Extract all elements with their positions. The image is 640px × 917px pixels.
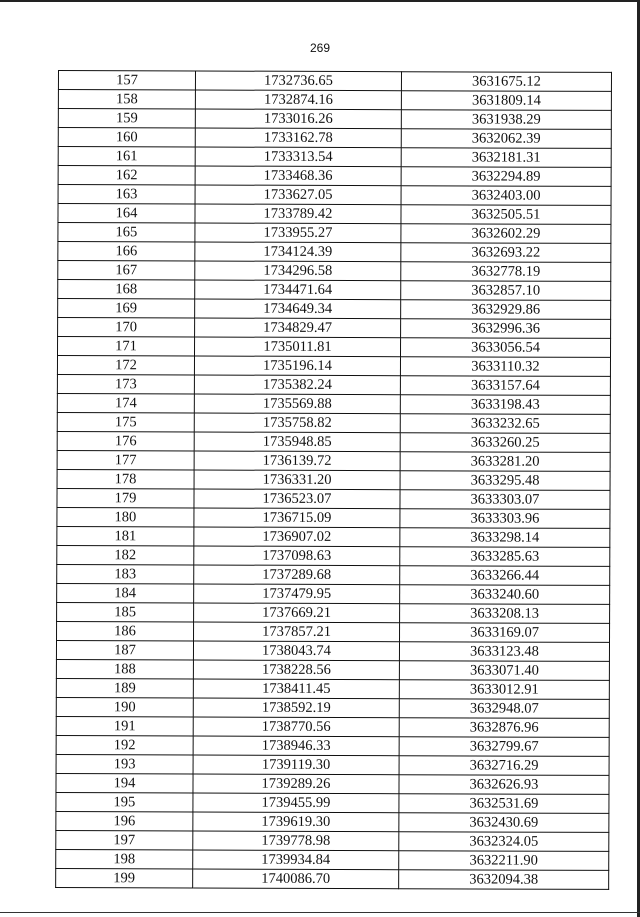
point-number-cell: 170: [58, 318, 195, 337]
point-number-cell: 162: [58, 166, 195, 185]
point-number-cell: 187: [56, 640, 193, 659]
y-coordinate-cell: 3632799.67: [399, 737, 609, 757]
x-coordinate-cell: 1738592.19: [193, 698, 399, 718]
table-row: [57, 602, 610, 623]
x-coordinate-cell: 1739289.26: [193, 774, 399, 794]
y-coordinate-cell: 3632324.05: [399, 832, 609, 852]
y-coordinate-cell: 3632181.31: [401, 148, 611, 168]
x-coordinate-cell: 1736907.02: [194, 527, 400, 547]
point-number-cell: 175: [57, 412, 194, 431]
x-coordinate-cell: 1733955.27: [195, 223, 401, 243]
x-coordinate-cell: 1734471.64: [195, 280, 401, 300]
point-number-cell: 174: [57, 393, 194, 412]
table-row: [58, 318, 611, 339]
x-coordinate-cell: 1739455.99: [193, 793, 399, 813]
x-coordinate-cell: 1736331.20: [194, 470, 400, 490]
table-row: [56, 754, 609, 775]
x-coordinate-cell: 1737857.21: [194, 622, 400, 642]
table-row: [57, 507, 610, 528]
y-coordinate-cell: 3632505.51: [401, 205, 611, 225]
point-number-cell: 159: [58, 109, 195, 128]
point-number-cell: 165: [58, 223, 195, 242]
y-coordinate-cell: 3632531.69: [399, 794, 609, 814]
y-coordinate-cell: 3633071.40: [399, 661, 609, 681]
x-coordinate-cell: 1733627.05: [195, 185, 401, 205]
point-number-cell: 164: [58, 204, 195, 223]
table-row: [56, 773, 609, 794]
x-coordinate-cell: 1734829.47: [195, 318, 401, 338]
table-row: [56, 678, 609, 699]
x-coordinate-cell: 1737479.95: [194, 584, 400, 604]
x-coordinate-cell: 1736715.09: [194, 508, 400, 528]
x-coordinate-cell: 1732736.65: [195, 71, 401, 91]
scan-edge-bottom: [0, 912, 640, 913]
point-number-cell: 180: [57, 507, 194, 526]
table-row: [56, 735, 609, 756]
y-coordinate-cell: 3633012.91: [399, 680, 609, 700]
y-coordinate-cell: 3632062.39: [401, 129, 611, 149]
y-coordinate-cell: 3633295.48: [400, 471, 610, 491]
y-coordinate-cell: 3632430.69: [399, 813, 609, 833]
point-number-cell: 172: [57, 356, 194, 375]
y-coordinate-cell: 3633198.43: [400, 395, 610, 415]
y-coordinate-cell: 3633303.96: [400, 509, 610, 529]
table-row: [57, 526, 610, 547]
table-row: [58, 337, 611, 358]
scan-edge-top: [0, 0, 640, 2]
table-row: [57, 431, 610, 452]
y-coordinate-cell: 3632211.90: [399, 851, 609, 871]
x-coordinate-cell: 1735569.88: [194, 394, 400, 414]
point-number-cell: 167: [58, 261, 195, 280]
y-coordinate-cell: 3633298.14: [400, 528, 610, 548]
table-row: [58, 299, 611, 320]
x-coordinate-cell: 1734649.34: [195, 299, 401, 319]
y-coordinate-cell: 3633303.07: [400, 490, 610, 510]
table-row: [56, 697, 609, 718]
x-coordinate-cell: 1739619.30: [193, 812, 399, 832]
table-row: [56, 868, 609, 889]
point-number-cell: 189: [56, 678, 193, 697]
point-number-cell: 178: [57, 469, 194, 488]
table-row: [58, 90, 611, 111]
y-coordinate-cell: 3633240.60: [400, 585, 610, 605]
point-number-cell: 194: [56, 773, 193, 792]
point-number-cell: 181: [57, 526, 194, 545]
table-row: [57, 564, 610, 585]
point-number-cell: 193: [56, 754, 193, 773]
x-coordinate-cell: 1733468.36: [195, 166, 401, 186]
y-coordinate-cell: 3631675.12: [401, 72, 611, 92]
table-row: [56, 849, 609, 870]
coordinate-table-body: [56, 71, 612, 890]
point-number-cell: 184: [57, 583, 194, 602]
y-coordinate-cell: 3633208.13: [400, 604, 610, 624]
table-row: [57, 374, 610, 395]
table-row: [56, 811, 609, 832]
point-number-cell: 186: [57, 621, 194, 640]
y-coordinate-cell: 3632948.07: [399, 699, 609, 719]
coordinate-table: [55, 70, 612, 890]
page-number: 269: [309, 41, 331, 55]
y-coordinate-cell: 3632929.86: [401, 300, 611, 320]
table-row: [57, 621, 610, 642]
x-coordinate-cell: 1738228.56: [193, 660, 399, 680]
table-row: [58, 280, 611, 301]
point-number-cell: 199: [56, 868, 193, 887]
point-number-cell: 195: [56, 792, 193, 811]
point-number-cell: 191: [56, 716, 193, 735]
x-coordinate-cell: 1734296.58: [195, 261, 401, 281]
y-coordinate-cell: 3633110.32: [400, 357, 610, 377]
point-number-cell: 183: [57, 564, 194, 583]
x-coordinate-cell: 1737289.68: [194, 565, 400, 585]
table-row: [56, 792, 609, 813]
table-row: [58, 223, 611, 244]
table-row: [56, 640, 609, 661]
x-coordinate-cell: 1733162.78: [195, 128, 401, 148]
table-row: [57, 393, 610, 414]
y-coordinate-cell: 3633157.64: [400, 376, 610, 396]
y-coordinate-cell: 3632876.96: [399, 718, 609, 738]
table-row: [56, 716, 609, 737]
point-number-cell: 166: [58, 242, 195, 261]
x-coordinate-cell: 1735948.85: [194, 432, 400, 452]
point-number-cell: 197: [56, 830, 193, 849]
point-number-cell: 171: [58, 337, 195, 356]
point-number-cell: 157: [58, 71, 195, 90]
x-coordinate-cell: 1738043.74: [193, 641, 399, 661]
y-coordinate-cell: 3633169.07: [400, 623, 610, 643]
y-coordinate-cell: 3633123.48: [399, 642, 609, 662]
x-coordinate-cell: 1733789.42: [195, 204, 401, 224]
table-row: [58, 185, 611, 206]
x-coordinate-cell: 1736139.72: [194, 451, 400, 471]
point-number-cell: 176: [57, 431, 194, 450]
table-row: [58, 261, 611, 282]
table-row: [58, 242, 611, 263]
table-row: [57, 545, 610, 566]
point-number-cell: 182: [57, 545, 194, 564]
y-coordinate-cell: 3632602.29: [401, 224, 611, 244]
table-row: [58, 147, 611, 168]
table-row: [58, 166, 611, 187]
x-coordinate-cell: 1740086.70: [193, 869, 399, 889]
point-number-cell: 177: [57, 450, 194, 469]
point-number-cell: 158: [58, 90, 195, 109]
point-number-cell: 161: [58, 147, 195, 166]
table-row: [56, 659, 609, 680]
table-row: [57, 450, 610, 471]
x-coordinate-cell: 1739934.84: [193, 850, 399, 870]
y-coordinate-cell: 3633232.65: [400, 414, 610, 434]
y-coordinate-cell: 3631938.29: [401, 110, 611, 130]
table-row: [57, 488, 610, 509]
y-coordinate-cell: 3633260.25: [400, 433, 610, 453]
y-coordinate-cell: 3633056.54: [401, 338, 611, 358]
x-coordinate-cell: 1735011.81: [195, 337, 401, 357]
table-row: [58, 109, 611, 130]
y-coordinate-cell: 3632716.29: [399, 756, 609, 776]
x-coordinate-cell: 1736523.07: [194, 489, 400, 509]
y-coordinate-cell: 3632294.89: [401, 167, 611, 187]
x-coordinate-cell: 1735196.14: [194, 356, 400, 376]
y-coordinate-cell: 3632693.22: [401, 243, 611, 263]
y-coordinate-cell: 3632857.10: [401, 281, 611, 301]
point-number-cell: 169: [58, 299, 195, 318]
point-number-cell: 185: [57, 602, 194, 621]
point-number-cell: 196: [56, 811, 193, 830]
table-row: [58, 71, 611, 92]
y-coordinate-cell: 3632996.36: [401, 319, 611, 339]
y-coordinate-cell: 3633266.44: [400, 566, 610, 586]
point-number-cell: 163: [58, 185, 195, 204]
point-number-cell: 179: [57, 488, 194, 507]
y-coordinate-cell: 3632094.38: [399, 870, 609, 890]
point-number-cell: 168: [58, 280, 195, 299]
x-coordinate-cell: 1737098.63: [194, 546, 400, 566]
table-row: [58, 128, 611, 149]
x-coordinate-cell: 1737669.21: [194, 603, 400, 623]
y-coordinate-cell: 3632626.93: [399, 775, 609, 795]
y-coordinate-cell: 3632778.19: [401, 262, 611, 282]
point-number-cell: 173: [57, 374, 194, 393]
x-coordinate-cell: 1733016.26: [195, 109, 401, 129]
x-coordinate-cell: 1739778.98: [193, 831, 399, 851]
table-row: [58, 204, 611, 225]
x-coordinate-cell: 1733313.54: [195, 147, 401, 167]
point-number-cell: 198: [56, 849, 193, 868]
y-coordinate-cell: 3632403.00: [401, 186, 611, 206]
y-coordinate-cell: 3633281.20: [400, 452, 610, 472]
point-number-cell: 188: [56, 659, 193, 678]
y-coordinate-cell: 3633285.63: [400, 547, 610, 567]
point-number-cell: 192: [56, 735, 193, 754]
point-number-cell: 190: [56, 697, 193, 716]
y-coordinate-cell: 3631809.14: [401, 91, 611, 111]
table-row: [57, 412, 610, 433]
x-coordinate-cell: 1732874.16: [195, 90, 401, 110]
table-row: [57, 356, 610, 377]
x-coordinate-cell: 1738946.33: [193, 736, 399, 756]
x-coordinate-cell: 1735382.24: [194, 375, 400, 395]
point-number-cell: 160: [58, 128, 195, 147]
table-row: [57, 469, 610, 490]
table-row: [57, 583, 610, 604]
x-coordinate-cell: 1738411.45: [193, 679, 399, 699]
x-coordinate-cell: 1738770.56: [193, 717, 399, 737]
x-coordinate-cell: 1735758.82: [194, 413, 400, 433]
table-row: [56, 830, 609, 851]
x-coordinate-cell: 1734124.39: [195, 242, 401, 262]
x-coordinate-cell: 1739119.30: [193, 755, 399, 775]
